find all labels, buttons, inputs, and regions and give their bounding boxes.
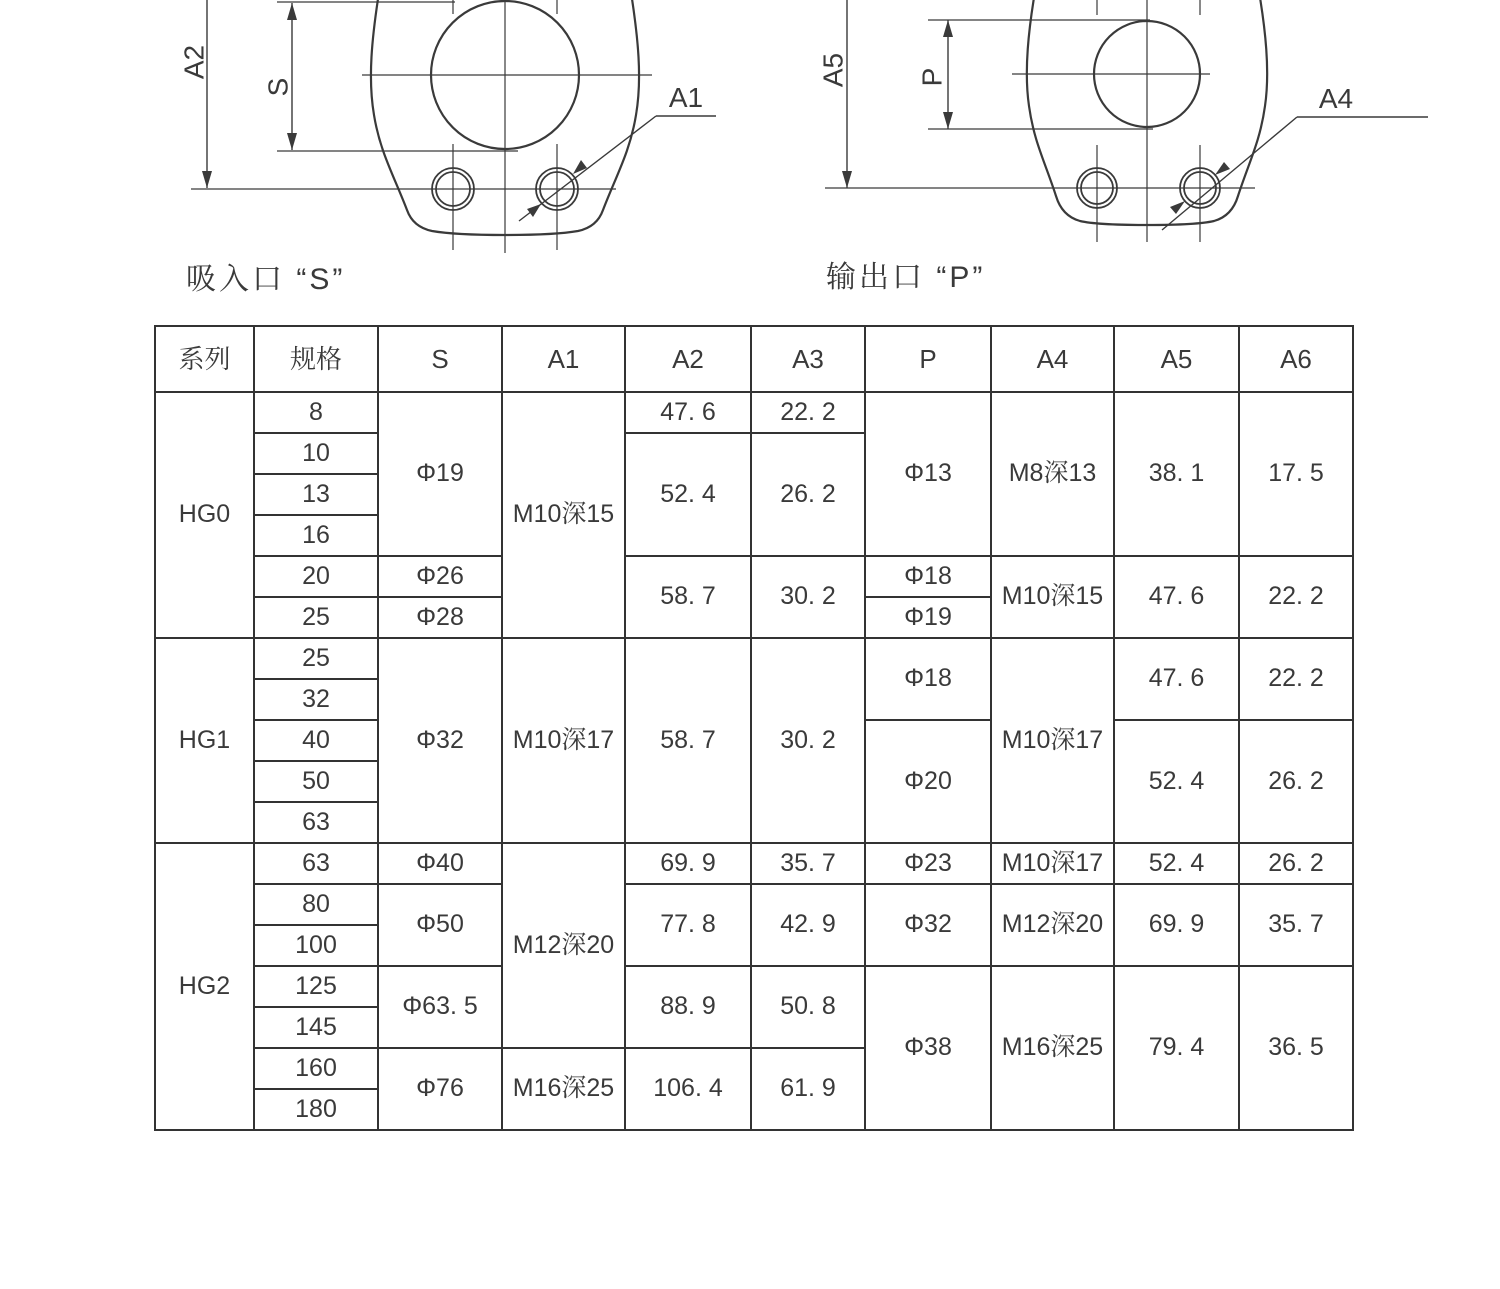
table-cell: 10 [254, 433, 378, 474]
table-cell: M10深15 [991, 556, 1114, 638]
table-cell: Φ63. 5 [378, 966, 502, 1048]
column-header: S [378, 326, 502, 392]
column-header: 系列 [155, 326, 254, 392]
table-cell: 40 [254, 720, 378, 761]
table-cell: 25 [254, 597, 378, 638]
table-cell: 50. 8 [751, 966, 865, 1048]
table-cell: M10深17 [991, 843, 1114, 884]
dim-s [262, 3, 297, 150]
table-cell: 79. 4 [1114, 966, 1239, 1130]
table-cell: 80 [254, 884, 378, 925]
table-cell: 58. 7 [625, 556, 751, 638]
table-cell: Φ40 [378, 843, 502, 884]
table-cell: 88. 9 [625, 966, 751, 1048]
table-cell: 47. 6 [1114, 556, 1239, 638]
column-header: A2 [625, 326, 751, 392]
table-cell: 61. 9 [751, 1048, 865, 1130]
table-cell: Φ23 [865, 843, 991, 884]
table-cell: 160 [254, 1048, 378, 1089]
table-cell: Φ13 [865, 392, 991, 556]
dim-p [916, 20, 953, 129]
callout-label-a4: A4 [1318, 83, 1354, 114]
table-cell: 52. 4 [1114, 720, 1239, 843]
output-port-caption: 输出口 “P” [826, 261, 986, 294]
dim-label-a2: A2 [178, 44, 210, 80]
table-cell: Φ50 [378, 884, 502, 966]
dim-label-a5: A5 [817, 52, 849, 88]
table-cell: 180 [254, 1089, 378, 1130]
column-header: P [865, 326, 991, 392]
table-cell: 145 [254, 1007, 378, 1048]
column-header: 规格 [254, 326, 378, 392]
table-cell: 13 [254, 474, 378, 515]
table-cell: 25 [254, 638, 378, 679]
table-cell: M12深20 [991, 884, 1114, 966]
dim-label-s: S [262, 77, 294, 97]
table-cell: 26. 2 [751, 433, 865, 556]
table-cell: Φ19 [865, 597, 991, 638]
series-cell: HG0 [155, 392, 254, 638]
table-cell: 36. 5 [1239, 966, 1353, 1130]
table-cell: 17. 5 [1239, 392, 1353, 556]
table-cell: 50 [254, 761, 378, 802]
table-cell: Φ32 [865, 884, 991, 966]
table-cell: 52. 4 [625, 433, 751, 556]
table-cell: 47. 6 [1114, 638, 1239, 720]
table-cell: 69. 9 [1114, 884, 1239, 966]
column-header: A6 [1239, 326, 1353, 392]
table-cell: 69. 9 [625, 843, 751, 884]
series-cell: HG2 [155, 843, 254, 1130]
table-cell: 35. 7 [751, 843, 865, 884]
column-header: A1 [502, 326, 625, 392]
table-cell: M10深17 [502, 638, 625, 843]
table-cell: M8深13 [991, 392, 1114, 556]
column-header: A3 [751, 326, 865, 392]
table-cell: 26. 2 [1239, 843, 1353, 884]
table-cell: Φ38 [865, 966, 991, 1130]
table-cell: 22. 2 [1239, 556, 1353, 638]
centerlines [362, 0, 652, 253]
table-cell: 26. 2 [1239, 720, 1353, 843]
table-cell: 8 [254, 392, 378, 433]
dimensions-table [154, 325, 1354, 1131]
output-port-drawing [817, 0, 1428, 242]
dim-a5 [817, 0, 852, 188]
bolt-hole-centerlines [191, 2, 616, 250]
table-cell: M10深15 [502, 392, 625, 638]
table-cell: 30. 2 [751, 556, 865, 638]
callout-a1 [519, 82, 716, 221]
callout-label-a1: A1 [668, 82, 704, 113]
table-cell: Φ26 [378, 556, 502, 597]
dim-label-p: P [916, 67, 948, 87]
table-cell: Φ18 [865, 638, 991, 720]
table-cell: 22. 2 [751, 392, 865, 433]
table-cell: 30. 2 [751, 638, 865, 843]
series-cell: HG1 [155, 638, 254, 843]
table-cell: 42. 9 [751, 884, 865, 966]
table-cell: 77. 8 [625, 884, 751, 966]
table-cell: M10深17 [991, 638, 1114, 843]
column-header: A4 [991, 326, 1114, 392]
table-cell: 35. 7 [1239, 884, 1353, 966]
dim-a2 [178, 0, 212, 188]
column-header: A5 [1114, 326, 1239, 392]
table-cell: Φ20 [865, 720, 991, 843]
table-cell: 125 [254, 966, 378, 1007]
table-cell: 38. 1 [1114, 392, 1239, 556]
table-cell: M12深20 [502, 843, 625, 1048]
table-cell: 32 [254, 679, 378, 720]
bolt-hole-centerlines [825, 20, 1255, 242]
table-cell: M16深25 [502, 1048, 625, 1130]
table-cell: Φ76 [378, 1048, 502, 1130]
table-cell: 63 [254, 843, 378, 884]
table-cell: 47. 6 [625, 392, 751, 433]
table-cell: 16 [254, 515, 378, 556]
table-cell: M16深25 [991, 966, 1114, 1130]
table-cell: 100 [254, 925, 378, 966]
table-cell: 63 [254, 802, 378, 843]
table-cell: 52. 4 [1114, 843, 1239, 884]
suction-port-caption: 吸入口 “S” [186, 263, 346, 296]
table-cell: Φ28 [378, 597, 502, 638]
table-cell: Φ32 [378, 638, 502, 843]
table-cell: 106. 4 [625, 1048, 751, 1130]
suction-port-drawing [178, 0, 716, 253]
table-cell: 20 [254, 556, 378, 597]
table-cell: 22. 2 [1239, 638, 1353, 720]
table-cell: Φ19 [378, 392, 502, 556]
table-cell: 58. 7 [625, 638, 751, 843]
table-cell: Φ18 [865, 556, 991, 597]
